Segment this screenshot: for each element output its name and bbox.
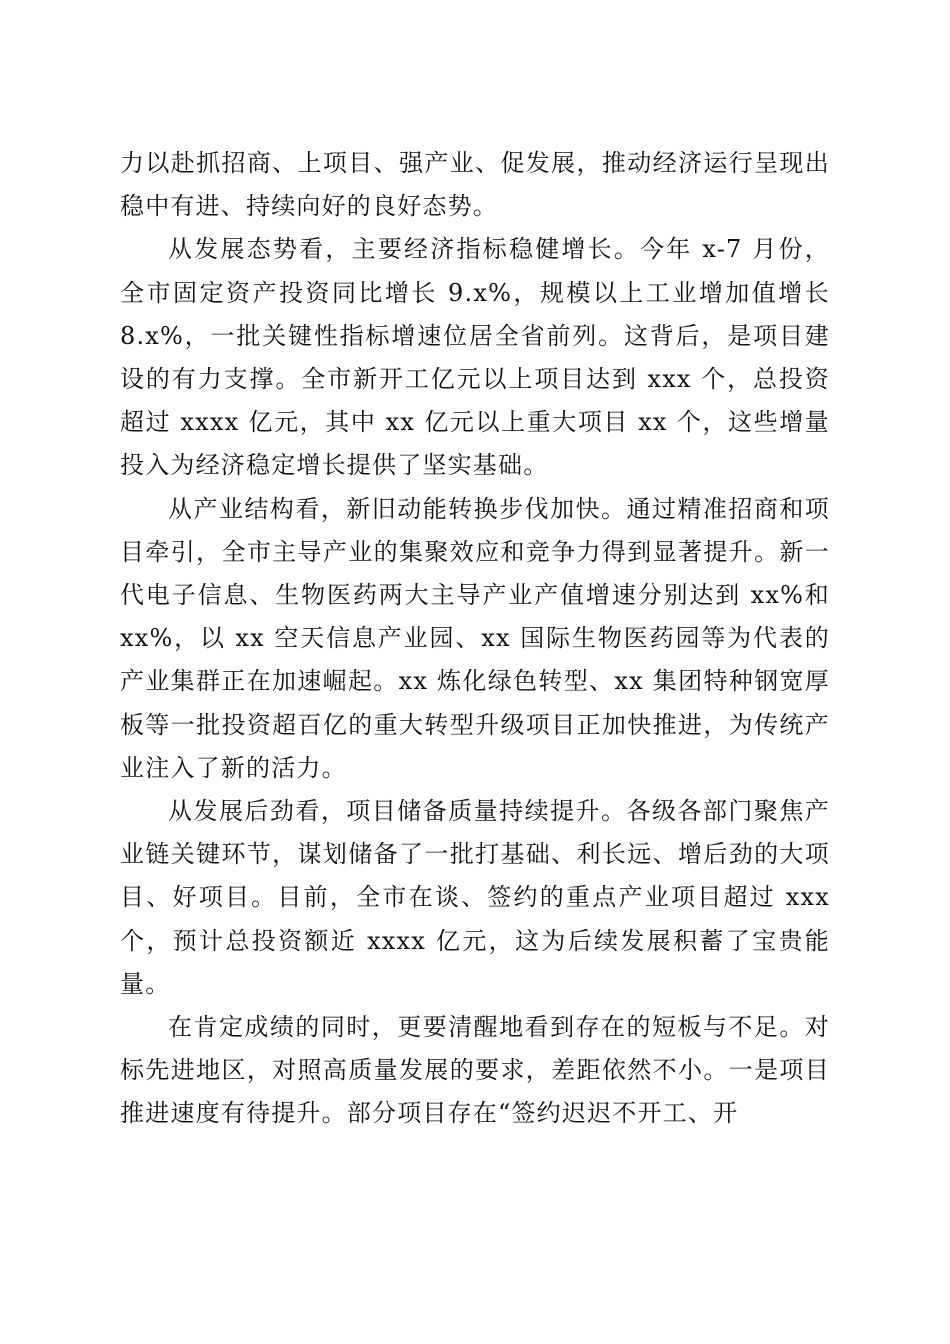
paragraph-development-trend: 从发展态势看，主要经济指标稳健增长。今年 x-7 月份，全市固定资产投资同比增长 9.x%，规模以上工业增加值增长 8.x%，一批关键性指标增速位居全省前列。这背后，是项目建设的有力支撑。全市新开工亿元以上项目达到 xxx 个，总投资超过 xxxx 亿元，其中 xx 亿元以上重大项目 xx 个，这些增量投入为经济稳定增长提供了坚实基础。 [120, 235, 830, 480]
document-body [120, 142, 830, 1136]
paragraph-industrial-structure: 从产业结构看，新旧动能转换步伐加快。通过精准招商和项目牵引，全市主导产业的集聚效应和竞争力得到显著提升。新一代电子信息、生物医药两大主导产业产值增速分别达到 xx%和 xx%，以 xx 空天信息产业园、xx 国际生物医药园等为代表的产业集群正在加速崛起。xx 炼化绿色转型、xx 集团特种钢宽厚板等一批投资超百亿的重大转型升级项目正加快推进，为传统产业注入了新的活力。 [120, 494, 830, 782]
paragraph-shortcomings: 在肯定成绩的同时，更要清醒地看到存在的短板与不足。对标先进地区，对照高质量发展的要求，差距依然不小。一是项目推进速度有待提升。部分项目存在“签约迟迟不开工、开 [120, 1013, 830, 1128]
paragraph-continued: 力以赴抓招商、上项目、强产业、促发展，推动经济运行呈现出稳中有进、持续向好的良好态势。 [120, 149, 830, 221]
paragraph-development-momentum: 从发展后劲看，项目储备质量持续提升。各级各部门聚焦产业链关键环节，谋划储备了一批打基础、利长远、增后劲的大项目、好项目。目前，全市在谈、签约的重点产业项目超过 xxx 个，预计总投资额近 xxxx 亿元，这为后续发展积蓄了宝贵能量。 [120, 797, 830, 998]
